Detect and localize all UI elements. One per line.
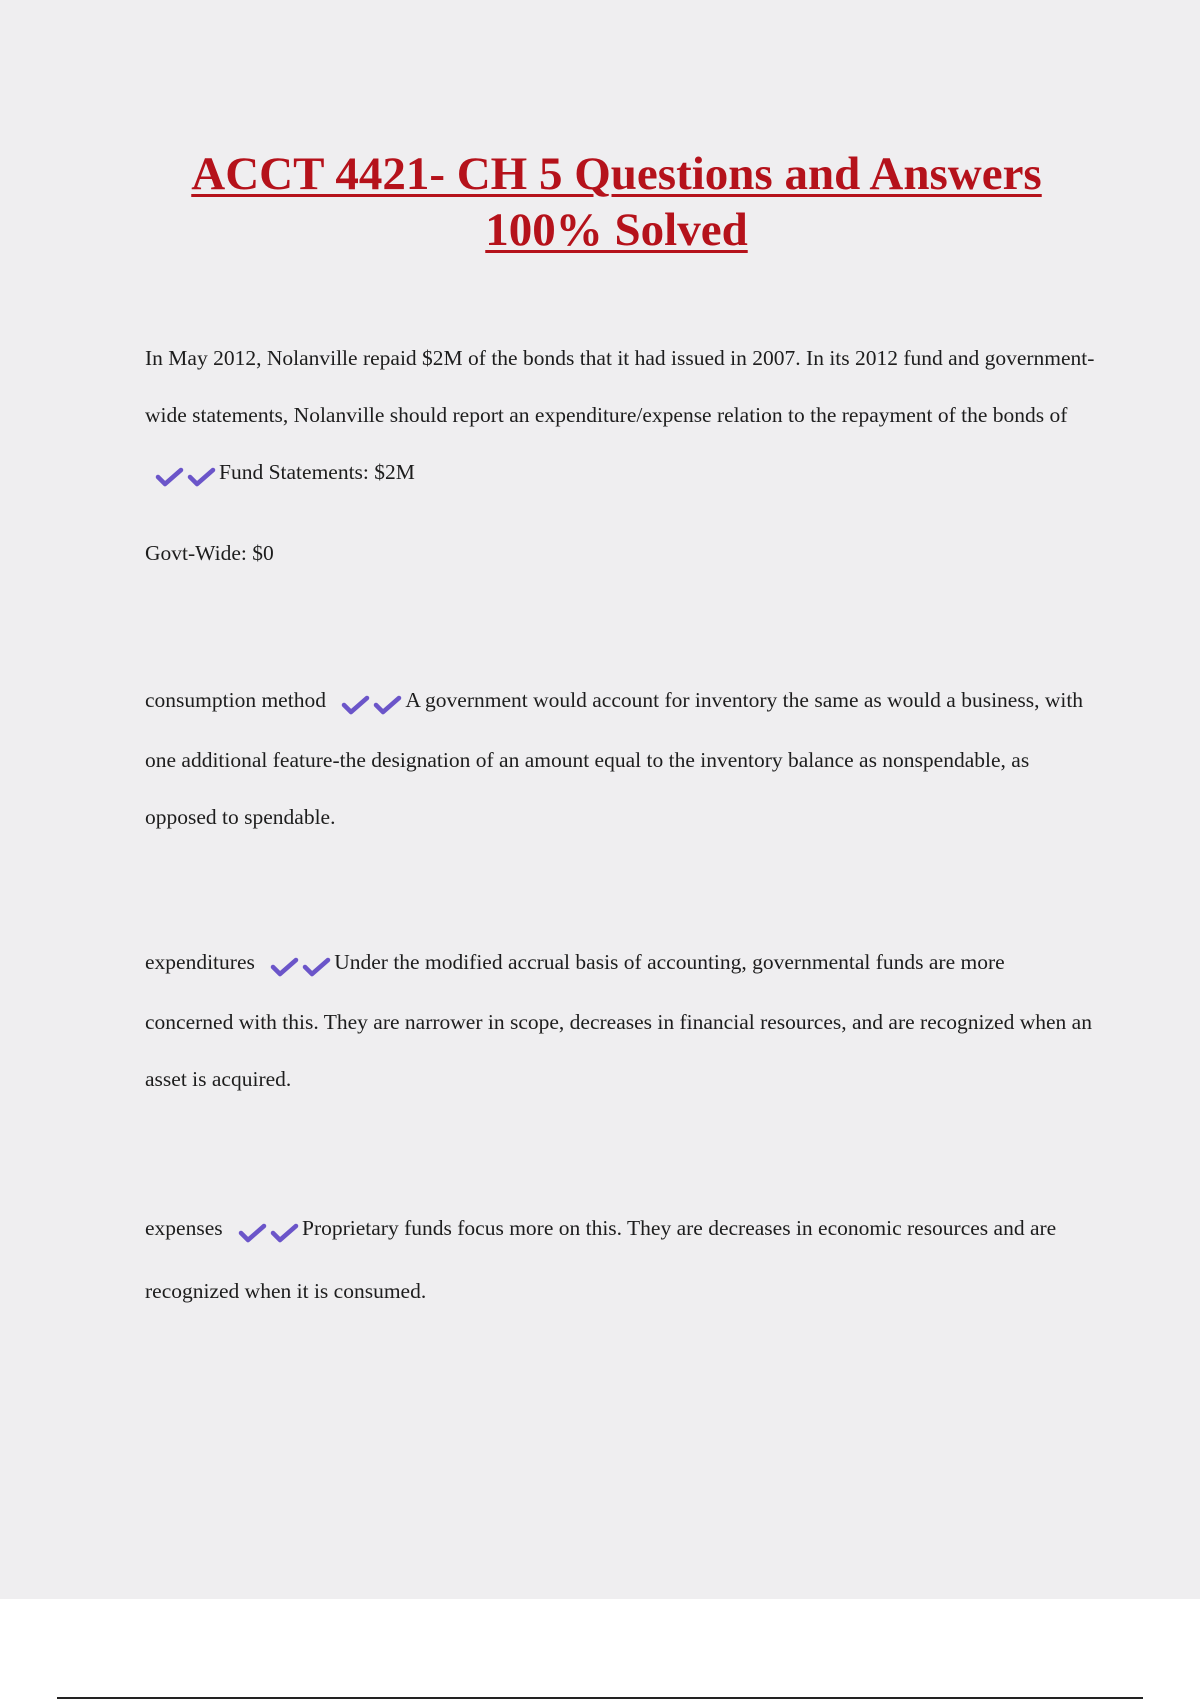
qa-item bbox=[145, 672, 1095, 846]
answer-extra-text: Govt-Wide: $0 bbox=[145, 541, 274, 565]
double-check-icon bbox=[238, 1201, 302, 1261]
question-text: expenses bbox=[145, 1216, 223, 1240]
double-check-icon bbox=[155, 447, 219, 504]
question-text: In May 2012, Nolanville repaid $2M of the bonds that it had issued in 2007. In its 2012 fund and government-wide statements, Nolanville should report an expenditure/expense relation to the repayment of the bonds of bbox=[145, 346, 1095, 427]
footer-divider bbox=[57, 1697, 1143, 1699]
qa-paragraph bbox=[145, 1198, 1095, 1321]
qa-paragraph bbox=[145, 672, 1095, 846]
double-check-icon bbox=[270, 937, 334, 994]
title-line-2: 100% Solved bbox=[485, 204, 748, 256]
qa-paragraph bbox=[145, 934, 1095, 1108]
qa-item bbox=[145, 934, 1095, 1108]
title-line-1: ACCT 4421- CH 5 Questions and Answers bbox=[191, 148, 1042, 200]
answer-text: Fund Statements: $2M bbox=[219, 460, 415, 484]
answer-text: Proprietary funds focus more on this. They are decreases in economic resources and are recognized when it is consumed. bbox=[145, 1216, 1057, 1303]
qa-item bbox=[145, 330, 1095, 582]
answer-text: A government would account for inventory the same as would a business, with one additional feature-the designation of an amount equal to the inventory balance as nonspendable, as opposed to spendable. bbox=[145, 688, 1084, 829]
document-title bbox=[100, 146, 1133, 258]
question-text: consumption method bbox=[145, 688, 326, 712]
qa-paragraph bbox=[145, 330, 1095, 504]
double-check-icon bbox=[341, 675, 405, 732]
question-text: expenditures bbox=[145, 950, 255, 974]
answer-text: Under the modified accrual basis of accounting, governmental funds are more concerned with this. They are narrower in scope, decreases in financial resources, and are recognized when an asset is acquired. bbox=[145, 950, 1092, 1091]
qa-item bbox=[145, 1198, 1095, 1321]
